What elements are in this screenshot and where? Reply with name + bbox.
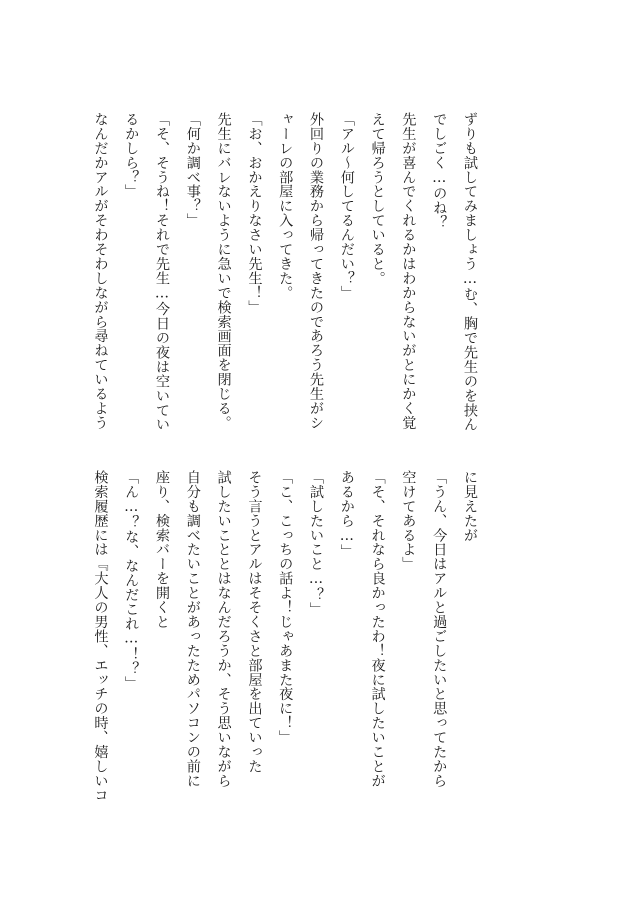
text-line: 検索履歴には『大人の男性、エッチの時、嬉しいコ xyxy=(92,470,109,803)
text-line: るかしら？」 xyxy=(123,112,140,199)
lower-text-block xyxy=(92,470,485,803)
text-line: なんだかアルがそわそわしながら尋ねているよう xyxy=(92,112,109,430)
upper-text-block xyxy=(92,112,485,434)
text-line: 「うん、今日はアルと過ごしたいと思ってたから xyxy=(431,470,448,788)
text-line: そう言うとアルはそそくさと部屋を出ていった xyxy=(246,470,263,774)
text-line: えて帰ろうとしていると。 xyxy=(369,112,386,286)
text-line: 「アル～何してるんだい？」 xyxy=(338,112,355,300)
text-line: 自分も調べたいことがあったためパソコンの前に xyxy=(184,470,201,788)
text-line: 「お、おかえりなさい先生！」 xyxy=(246,112,263,315)
text-line: 「試したいこと…？」 xyxy=(308,470,325,617)
text-line: 外回りの業務から帰ってきたのであろう先生がシ xyxy=(308,112,325,430)
text-line: 先生が喜んでくれるかはわからないがとにかく覚 xyxy=(400,112,417,430)
text-line: あるから…」 xyxy=(338,470,355,559)
text-line: 先生にバレないように急いで検索画面を閉じる。 xyxy=(215,112,232,430)
text-line: 「そ、そうね！それで先生…今日の夜は空いてい xyxy=(154,112,171,432)
text-line: 試したいこととはなんだろうか、そう思いながら xyxy=(215,470,232,788)
text-line: でしごく…のね？ xyxy=(431,112,448,230)
text-line: 空けてあるよ」 xyxy=(400,470,417,572)
text-line: 「ん…？な、なんだこれ…！？」 xyxy=(123,470,140,691)
text-line: ずりも試してみましょう…む、胸で先生のを挟ん xyxy=(462,112,478,432)
text-line: ャーレの部屋に入ってきた。 xyxy=(277,112,294,300)
text-line: に見えたが xyxy=(462,470,478,543)
text-line: 「そ、それなら良かったわ！夜に試したいことが xyxy=(369,470,386,788)
text-line: 「何か調べ事？」 xyxy=(184,112,201,228)
text-line: 「こ、こっちの話よ！じゃあまた夜に！」 xyxy=(277,470,294,745)
text-line: 座り、検索バーを開くと xyxy=(154,470,171,629)
